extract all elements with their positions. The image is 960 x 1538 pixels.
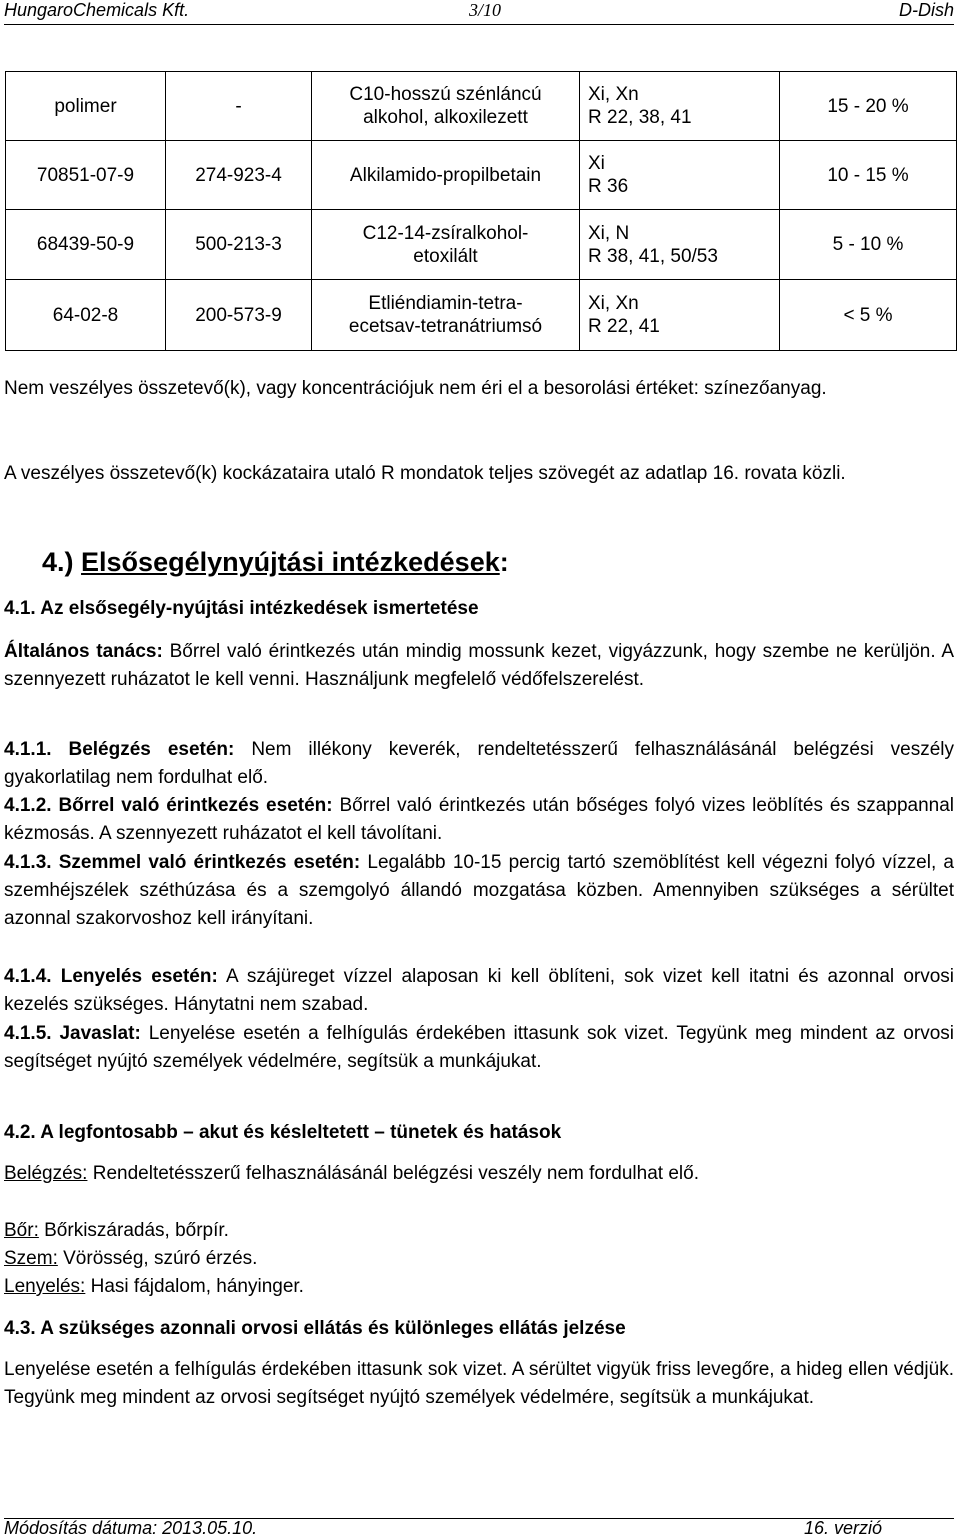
first-aid-item: 4.1.4. Lenyelés esetén: A szájüreget vízzel alaposan ki kell öblíteni, sok vizet kell itatni és azonnal orvosi kezelés szükséges. Hánytatni nem szabad. — [4, 966, 955, 1015]
section-4-title: 4.) Elsősegélynyújtási intézkedések: — [42, 547, 509, 577]
table-row — [6, 210, 957, 280]
concentration-cell: 5 - 10 % — [780, 210, 957, 280]
name-cell: Alkilamido-propilbetain — [312, 141, 580, 210]
section-4-2-heading: 4.2. A legfontosabb – akut és késleltetett – tünetek és hatások — [4, 1122, 562, 1143]
symptom-item: Szem: Vörösség, szúró érzés. — [4, 1248, 258, 1269]
first-aid-item: 4.1.3. Szemmel való érintkezés esetén: Legalább 10-15 percig tartó szemöblítést kell végezni folyó vízzel, a szemhéjszélek széthúzása és a szemgolyó állandó mozgatása közben. Amennyiben szükséges a sérültet azonnal szakorvoshoz kell irányítani. — [4, 852, 954, 929]
ec-cell: 500-213-3 — [166, 210, 312, 280]
symptom-item: Belégzés: Rendeltetésszerű felhasználásánál belégzési veszély nem fordulhat elő. — [4, 1163, 699, 1184]
concentration-cell: 10 - 15 % — [780, 141, 957, 210]
classification-cell: Xi, Xn R 22, 38, 41 — [580, 72, 780, 141]
ec-cell: 200-573-9 — [166, 280, 312, 351]
table-row — [6, 141, 957, 210]
section-4-3-text: Lenyelése esetén a felhígulás érdekében ittasunk sok vizet. A sérültet vigyük friss levegőre, a hideg ellen védjük. Tegyünk meg mindent az orvosi segítséget nyújtó személyek védelmére, segítsük a munkájukat. — [4, 1359, 954, 1408]
classification-cell: Xi R 36 — [580, 141, 780, 210]
version: 16. verzió — [804, 1518, 883, 1538]
classification-cell: Xi, N R 38, 41, 50/53 — [580, 210, 780, 280]
page-footer — [4, 1518, 954, 1538]
company-name: HungaroChemicals Kft. — [4, 0, 190, 20]
cas-cell: 68439-50-9 — [6, 210, 166, 280]
table-row — [6, 280, 957, 351]
section-4-1-heading: 4.1. Az elsősegély-nyújtási intézkedések ismertetése — [4, 598, 479, 619]
modification-date: Módosítás dátuma: 2013.05.10. — [4, 1518, 258, 1538]
page-number: 3/10 — [469, 0, 502, 20]
classification-cell: Xi, Xn R 22, 41 — [580, 280, 780, 351]
first-aid-item: 4.1.1. Belégzés esetén: Nem illékony keverék, rendeltetésszerű felhasználásánál belégzési veszély gyakorlatilag nem fordulhat elő. — [4, 739, 955, 788]
table-row — [6, 72, 957, 141]
cas-cell: 70851-07-9 — [6, 141, 166, 210]
ec-cell: 274-923-4 — [166, 141, 312, 210]
first-aid-item: 4.1.2. Bőrrel való érintkezés esetén: Bőrrel való érintkezés után bőséges folyó vizes leöblítés és szappannal kézmosás. A szennyezett ruházatot el kell távolítani. — [4, 795, 954, 844]
name-cell: C10-hosszú szénláncú alkohol, alkoxilezett — [312, 72, 580, 141]
page-header — [4, 0, 954, 25]
cas-cell: 64-02-8 — [6, 280, 166, 351]
symptom-item: Lenyelés: Hasi fájdalom, hányinger. — [4, 1276, 304, 1297]
general-advice: Általános tanács: Bőrrel való érintkezés után mindig mossunk kezet, vigyázzunk, hogy szembe ne kerüljön. A szennyezett ruházatot le kell venni. Használjunk megfelelő védőfelszerelést. — [4, 641, 955, 690]
components-table — [5, 71, 957, 351]
rphrases-note: A veszélyes összetevő(k) kockázataira utaló R mondatok teljes szövegét az adatlap 16. rovata közli. — [4, 463, 846, 484]
concentration-cell: < 5 % — [780, 280, 957, 351]
name-cell: Etliéndiamin-tetra- ecetsav-tetranátriumsó — [312, 280, 580, 351]
symptom-item: Bőr: Bőrkiszáradás, bőrpír. — [4, 1220, 229, 1241]
section-4-3-heading: 4.3. A szükséges azonnali orvosi ellátás és különleges ellátás jelzése — [4, 1318, 626, 1339]
cas-cell: polimer — [6, 72, 166, 141]
concentration-cell: 15 - 20 % — [780, 72, 957, 141]
first-aid-item: 4.1.5. Javaslat: Lenyelése esetén a felhígulás érdekében ittasunk sok vizet. Tegyünk meg mindent az orvosi segítséget nyújtó személyek védelmére, segítsük a munkájukat. — [4, 1023, 954, 1072]
product-name: D-Dish — [898, 0, 954, 20]
ec-cell: - — [166, 72, 312, 141]
name-cell: C12-14-zsíralkohol- etoxilált — [312, 210, 580, 280]
nonhazardous-note: Nem veszélyes összetevő(k), vagy koncentrációjuk nem éri el a besorolási értéket: színezőanyag. — [4, 378, 827, 399]
